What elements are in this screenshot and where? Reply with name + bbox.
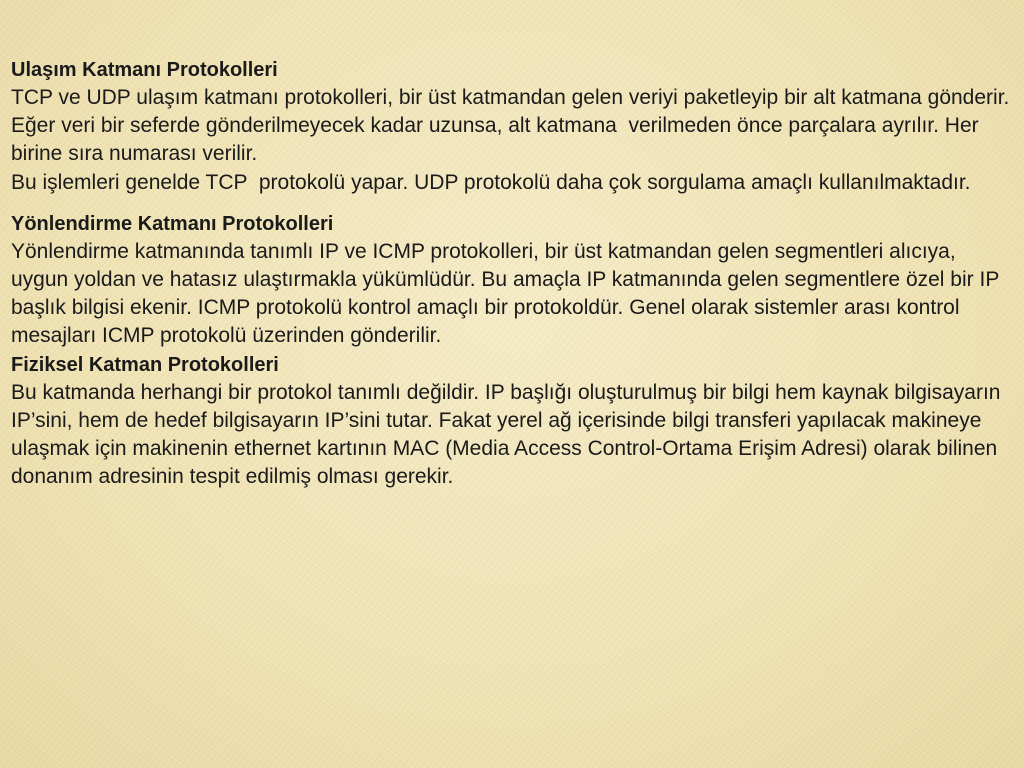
section-transport-layer: [11, 56, 1016, 197]
section-paragraph: Bu işlemleri genelde TCP protokolü yapar. UDP protokolü daha çok sorgulama amaçlı kullanılmaktadır.: [11, 170, 971, 194]
section-heading: Fiziksel Katman Protokolleri: [11, 353, 279, 376]
section-paragraph: TCP ve UDP ulaşım katmanı protokolleri, bir üst katmandan gelen veriyi paketleyip bir alt katmana gönderir. Eğer veri bir seferde gönderilmeyecek kadar uzunsa, alt katmana verilmeden önce parçalara ayrılır. Her birine sıra numarası verilir.: [11, 86, 1016, 166]
slide-body: [11, 56, 1016, 491]
section-heading: Yönlendirme Katmanı Protokolleri: [11, 212, 334, 235]
section-heading: Ulaşım Katmanı Protokolleri: [11, 59, 278, 81]
section-physical-layer: [11, 351, 1011, 492]
section-paragraph: Yönlendirme katmanında tanımlı IP ve ICMP protokolleri, bir üst katmandan gelen segmentleri alıcıya, uygun yoldan ve hatasız ulaştırmakla yükümlüdür. Bu amaçla IP katmanında gelen segmentlere özel bir IP başlık bilgisi ekenir. ICMP protokolü kontrol amaçlı bir protokoldür. Genel olarak sistemler arası kontrol mesajları ICMP protokolü üzerinden gönderilir.: [11, 239, 1005, 348]
section-paragraph: Bu katmanda herhangi bir protokol tanımlı değildir. IP başlığı oluşturulmuş bir bilgi hem kaynak bilgisayarın IP’sini, hem de hedef bilgisayarın IP’sini tutar. Fakat yerel ağ içerisinde bilgi transferi yapılacak makineye ulaşmak için makinenin ethernet kartının MAC (Media Access Control-Ortama Erişim Adresi) olarak bilinen donanım adresinin tespit edilmiş olması gerekir.: [11, 380, 1007, 489]
section-routing-layer: [11, 210, 1011, 351]
